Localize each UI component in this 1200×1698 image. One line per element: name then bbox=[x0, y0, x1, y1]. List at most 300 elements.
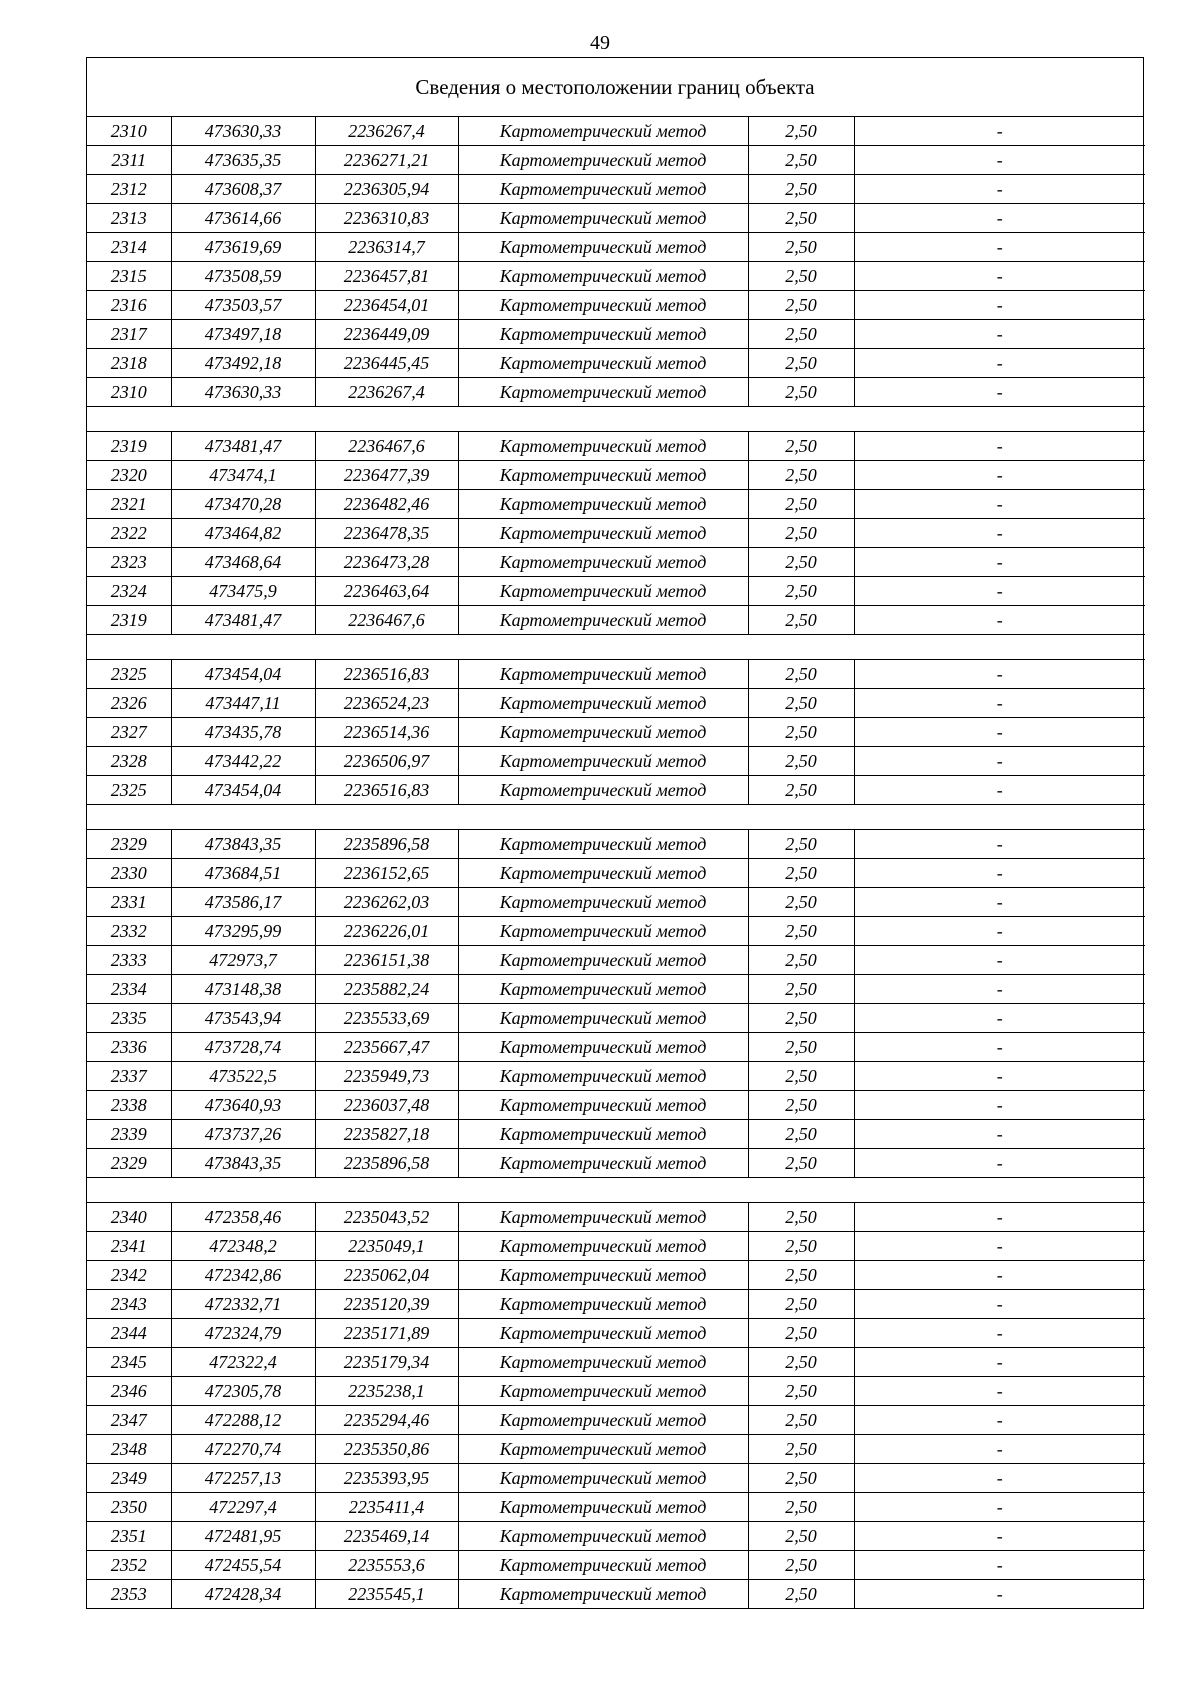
accuracy-cell: 2,50 bbox=[748, 1149, 854, 1178]
table-row bbox=[87, 175, 1145, 204]
accuracy-cell: 2,50 bbox=[748, 378, 854, 407]
y-coordinate-cell: 2235896,58 bbox=[315, 830, 458, 859]
note-cell: - bbox=[854, 1062, 1145, 1091]
method-cell: Картометрический метод bbox=[458, 1435, 748, 1464]
method-cell: Картометрический метод bbox=[458, 689, 748, 718]
point-number-cell: 2348 bbox=[87, 1435, 171, 1464]
note-cell: - bbox=[854, 747, 1145, 776]
x-coordinate-cell: 473619,69 bbox=[171, 233, 315, 262]
accuracy-cell: 2,50 bbox=[748, 946, 854, 975]
y-coordinate-cell: 2236457,81 bbox=[315, 262, 458, 291]
y-coordinate-cell: 2236477,39 bbox=[315, 461, 458, 490]
method-cell: Картометрический метод bbox=[458, 917, 748, 946]
y-coordinate-cell: 2235120,39 bbox=[315, 1290, 458, 1319]
x-coordinate-cell: 473497,18 bbox=[171, 320, 315, 349]
point-number-cell: 2322 bbox=[87, 519, 171, 548]
x-coordinate-cell: 472305,78 bbox=[171, 1377, 315, 1406]
point-number-cell: 2315 bbox=[87, 262, 171, 291]
note-cell: - bbox=[854, 490, 1145, 519]
note-cell: - bbox=[854, 830, 1145, 859]
y-coordinate-cell: 2236514,36 bbox=[315, 718, 458, 747]
y-coordinate-cell: 2235049,1 bbox=[315, 1232, 458, 1261]
y-coordinate-cell: 2236037,48 bbox=[315, 1091, 458, 1120]
table-row bbox=[87, 320, 1145, 349]
method-cell: Картометрический метод bbox=[458, 1580, 748, 1609]
point-number-cell: 2319 bbox=[87, 432, 171, 461]
point-number-cell: 2335 bbox=[87, 1004, 171, 1033]
point-number-cell: 2350 bbox=[87, 1493, 171, 1522]
accuracy-cell: 2,50 bbox=[748, 660, 854, 689]
method-cell: Картометрический метод bbox=[458, 1091, 748, 1120]
accuracy-cell: 2,50 bbox=[748, 1091, 854, 1120]
note-cell: - bbox=[854, 146, 1145, 175]
point-number-cell: 2320 bbox=[87, 461, 171, 490]
table-row bbox=[87, 461, 1145, 490]
accuracy-cell: 2,50 bbox=[748, 262, 854, 291]
accuracy-cell: 2,50 bbox=[748, 747, 854, 776]
accuracy-cell: 2,50 bbox=[748, 1522, 854, 1551]
y-coordinate-cell: 2236305,94 bbox=[315, 175, 458, 204]
x-coordinate-cell: 473481,47 bbox=[171, 432, 315, 461]
note-cell: - bbox=[854, 975, 1145, 1004]
accuracy-cell: 2,50 bbox=[748, 432, 854, 461]
table-row bbox=[87, 1033, 1145, 1062]
note-cell: - bbox=[854, 577, 1145, 606]
separator-cell bbox=[87, 1178, 1145, 1203]
note-cell: - bbox=[854, 1290, 1145, 1319]
y-coordinate-cell: 2236267,4 bbox=[315, 117, 458, 146]
method-cell: Картометрический метод bbox=[458, 859, 748, 888]
note-cell: - bbox=[854, 1377, 1145, 1406]
table-row bbox=[87, 1319, 1145, 1348]
method-cell: Картометрический метод bbox=[458, 1464, 748, 1493]
table-row bbox=[87, 1551, 1145, 1580]
method-cell: Картометрический метод bbox=[458, 175, 748, 204]
accuracy-cell: 2,50 bbox=[748, 776, 854, 805]
accuracy-cell: 2,50 bbox=[748, 175, 854, 204]
point-number-cell: 2344 bbox=[87, 1319, 171, 1348]
accuracy-cell: 2,50 bbox=[748, 975, 854, 1004]
method-cell: Картометрический метод bbox=[458, 291, 748, 320]
y-coordinate-cell: 2236310,83 bbox=[315, 204, 458, 233]
table-row bbox=[87, 548, 1145, 577]
accuracy-cell: 2,50 bbox=[748, 1464, 854, 1493]
table-row bbox=[87, 146, 1145, 175]
x-coordinate-cell: 473503,57 bbox=[171, 291, 315, 320]
accuracy-cell: 2,50 bbox=[748, 548, 854, 577]
y-coordinate-cell: 2236267,4 bbox=[315, 378, 458, 407]
y-coordinate-cell: 2235171,89 bbox=[315, 1319, 458, 1348]
point-number-cell: 2310 bbox=[87, 117, 171, 146]
table-row bbox=[87, 1062, 1145, 1091]
method-cell: Картометрический метод bbox=[458, 747, 748, 776]
y-coordinate-cell: 2235469,14 bbox=[315, 1522, 458, 1551]
method-cell: Картометрический метод bbox=[458, 1203, 748, 1232]
note-cell: - bbox=[854, 1464, 1145, 1493]
accuracy-cell: 2,50 bbox=[748, 146, 854, 175]
method-cell: Картометрический метод bbox=[458, 1261, 748, 1290]
note-cell: - bbox=[854, 606, 1145, 635]
table-row bbox=[87, 490, 1145, 519]
accuracy-cell: 2,50 bbox=[748, 1033, 854, 1062]
accuracy-cell: 2,50 bbox=[748, 830, 854, 859]
x-coordinate-cell: 472455,54 bbox=[171, 1551, 315, 1580]
y-coordinate-cell: 2235350,86 bbox=[315, 1435, 458, 1464]
contour-separator-row bbox=[87, 635, 1145, 660]
x-coordinate-cell: 473843,35 bbox=[171, 830, 315, 859]
table-row bbox=[87, 718, 1145, 747]
y-coordinate-cell: 2236482,46 bbox=[315, 490, 458, 519]
note-cell: - bbox=[854, 859, 1145, 888]
method-cell: Картометрический метод bbox=[458, 1522, 748, 1551]
x-coordinate-cell: 473543,94 bbox=[171, 1004, 315, 1033]
point-number-cell: 2313 bbox=[87, 204, 171, 233]
point-number-cell: 2317 bbox=[87, 320, 171, 349]
table-row bbox=[87, 1493, 1145, 1522]
point-number-cell: 2324 bbox=[87, 577, 171, 606]
table-row bbox=[87, 1232, 1145, 1261]
method-cell: Картометрический метод bbox=[458, 1551, 748, 1580]
x-coordinate-cell: 473475,9 bbox=[171, 577, 315, 606]
point-number-cell: 2321 bbox=[87, 490, 171, 519]
point-number-cell: 2340 bbox=[87, 1203, 171, 1232]
x-coordinate-cell: 473737,26 bbox=[171, 1120, 315, 1149]
point-number-cell: 2351 bbox=[87, 1522, 171, 1551]
table-row bbox=[87, 1290, 1145, 1319]
page-number: 49 bbox=[590, 32, 610, 54]
table-row bbox=[87, 432, 1145, 461]
y-coordinate-cell: 2236314,7 bbox=[315, 233, 458, 262]
table-row bbox=[87, 1377, 1145, 1406]
x-coordinate-cell: 473435,78 bbox=[171, 718, 315, 747]
point-number-cell: 2342 bbox=[87, 1261, 171, 1290]
y-coordinate-cell: 2236467,6 bbox=[315, 432, 458, 461]
table-row bbox=[87, 606, 1145, 635]
y-coordinate-cell: 2235238,1 bbox=[315, 1377, 458, 1406]
note-cell: - bbox=[854, 262, 1145, 291]
method-cell: Картометрический метод bbox=[458, 519, 748, 548]
accuracy-cell: 2,50 bbox=[748, 490, 854, 519]
point-number-cell: 2316 bbox=[87, 291, 171, 320]
y-coordinate-cell: 2236151,38 bbox=[315, 946, 458, 975]
note-cell: - bbox=[854, 291, 1145, 320]
note-cell: - bbox=[854, 432, 1145, 461]
method-cell: Картометрический метод bbox=[458, 320, 748, 349]
table-row bbox=[87, 233, 1145, 262]
table-row bbox=[87, 1348, 1145, 1377]
x-coordinate-cell: 473630,33 bbox=[171, 117, 315, 146]
accuracy-cell: 2,50 bbox=[748, 689, 854, 718]
x-coordinate-cell: 473635,35 bbox=[171, 146, 315, 175]
method-cell: Картометрический метод bbox=[458, 146, 748, 175]
x-coordinate-cell: 473481,47 bbox=[171, 606, 315, 635]
accuracy-cell: 2,50 bbox=[748, 461, 854, 490]
table-row bbox=[87, 776, 1145, 805]
note-cell: - bbox=[854, 917, 1145, 946]
accuracy-cell: 2,50 bbox=[748, 1120, 854, 1149]
x-coordinate-cell: 472322,4 bbox=[171, 1348, 315, 1377]
accuracy-cell: 2,50 bbox=[748, 1377, 854, 1406]
x-coordinate-cell: 472257,13 bbox=[171, 1464, 315, 1493]
y-coordinate-cell: 2235667,47 bbox=[315, 1033, 458, 1062]
method-cell: Картометрический метод bbox=[458, 1493, 748, 1522]
method-cell: Картометрический метод bbox=[458, 776, 748, 805]
x-coordinate-cell: 473608,37 bbox=[171, 175, 315, 204]
note-cell: - bbox=[854, 519, 1145, 548]
point-number-cell: 2325 bbox=[87, 660, 171, 689]
note-cell: - bbox=[854, 1319, 1145, 1348]
point-number-cell: 2326 bbox=[87, 689, 171, 718]
x-coordinate-cell: 473630,33 bbox=[171, 378, 315, 407]
method-cell: Картометрический метод bbox=[458, 548, 748, 577]
table-row bbox=[87, 975, 1145, 1004]
point-number-cell: 2336 bbox=[87, 1033, 171, 1062]
method-cell: Картометрический метод bbox=[458, 1232, 748, 1261]
y-coordinate-cell: 2235949,73 bbox=[315, 1062, 458, 1091]
x-coordinate-cell: 473508,59 bbox=[171, 262, 315, 291]
x-coordinate-cell: 473454,04 bbox=[171, 776, 315, 805]
x-coordinate-cell: 473586,17 bbox=[171, 888, 315, 917]
note-cell: - bbox=[854, 204, 1145, 233]
note-cell: - bbox=[854, 349, 1145, 378]
y-coordinate-cell: 2236454,01 bbox=[315, 291, 458, 320]
table-row bbox=[87, 1580, 1145, 1609]
table-row bbox=[87, 1149, 1145, 1178]
x-coordinate-cell: 473728,74 bbox=[171, 1033, 315, 1062]
x-coordinate-cell: 473684,51 bbox=[171, 859, 315, 888]
y-coordinate-cell: 2236467,6 bbox=[315, 606, 458, 635]
note-cell: - bbox=[854, 1522, 1145, 1551]
y-coordinate-cell: 2235827,18 bbox=[315, 1120, 458, 1149]
note-cell: - bbox=[854, 233, 1145, 262]
accuracy-cell: 2,50 bbox=[748, 718, 854, 747]
method-cell: Картометрический метод bbox=[458, 1120, 748, 1149]
note-cell: - bbox=[854, 718, 1145, 747]
separator-cell bbox=[87, 635, 1145, 660]
method-cell: Картометрический метод bbox=[458, 1319, 748, 1348]
method-cell: Картометрический метод bbox=[458, 1149, 748, 1178]
point-number-cell: 2352 bbox=[87, 1551, 171, 1580]
accuracy-cell: 2,50 bbox=[748, 1062, 854, 1091]
method-cell: Картометрический метод bbox=[458, 660, 748, 689]
y-coordinate-cell: 2236506,97 bbox=[315, 747, 458, 776]
table-row bbox=[87, 1004, 1145, 1033]
point-number-cell: 2339 bbox=[87, 1120, 171, 1149]
point-number-cell: 2319 bbox=[87, 606, 171, 635]
y-coordinate-cell: 2236478,35 bbox=[315, 519, 458, 548]
table-row bbox=[87, 1522, 1145, 1551]
y-coordinate-cell: 2235896,58 bbox=[315, 1149, 458, 1178]
y-coordinate-cell: 2236152,65 bbox=[315, 859, 458, 888]
accuracy-cell: 2,50 bbox=[748, 1290, 854, 1319]
note-cell: - bbox=[854, 378, 1145, 407]
method-cell: Картометрический метод bbox=[458, 204, 748, 233]
note-cell: - bbox=[854, 1004, 1145, 1033]
table-row bbox=[87, 378, 1145, 407]
table-title: Сведения о местоположении границ объекта bbox=[87, 58, 1143, 117]
x-coordinate-cell: 473447,11 bbox=[171, 689, 315, 718]
point-number-cell: 2353 bbox=[87, 1580, 171, 1609]
table-row bbox=[87, 204, 1145, 233]
point-number-cell: 2337 bbox=[87, 1062, 171, 1091]
note-cell: - bbox=[854, 1261, 1145, 1290]
y-coordinate-cell: 2235533,69 bbox=[315, 1004, 458, 1033]
y-coordinate-cell: 2236516,83 bbox=[315, 660, 458, 689]
x-coordinate-cell: 472270,74 bbox=[171, 1435, 315, 1464]
method-cell: Картометрический метод bbox=[458, 233, 748, 262]
point-number-cell: 2341 bbox=[87, 1232, 171, 1261]
method-cell: Картометрический метод bbox=[458, 117, 748, 146]
note-cell: - bbox=[854, 776, 1145, 805]
accuracy-cell: 2,50 bbox=[748, 349, 854, 378]
x-coordinate-cell: 472342,86 bbox=[171, 1261, 315, 1290]
table-row bbox=[87, 1464, 1145, 1493]
point-number-cell: 2338 bbox=[87, 1091, 171, 1120]
y-coordinate-cell: 2235294,46 bbox=[315, 1406, 458, 1435]
method-cell: Картометрический метод bbox=[458, 1062, 748, 1091]
point-number-cell: 2333 bbox=[87, 946, 171, 975]
accuracy-cell: 2,50 bbox=[748, 577, 854, 606]
note-cell: - bbox=[854, 461, 1145, 490]
coordinates-table bbox=[87, 117, 1145, 1608]
table-row bbox=[87, 577, 1145, 606]
y-coordinate-cell: 2235393,95 bbox=[315, 1464, 458, 1493]
note-cell: - bbox=[854, 1203, 1145, 1232]
note-cell: - bbox=[854, 1033, 1145, 1062]
y-coordinate-cell: 2235179,34 bbox=[315, 1348, 458, 1377]
accuracy-cell: 2,50 bbox=[748, 1232, 854, 1261]
y-coordinate-cell: 2235882,24 bbox=[315, 975, 458, 1004]
note-cell: - bbox=[854, 888, 1145, 917]
y-coordinate-cell: 2235553,6 bbox=[315, 1551, 458, 1580]
accuracy-cell: 2,50 bbox=[748, 1580, 854, 1609]
method-cell: Картометрический метод bbox=[458, 349, 748, 378]
accuracy-cell: 2,50 bbox=[748, 1551, 854, 1580]
table-row bbox=[87, 349, 1145, 378]
note-cell: - bbox=[854, 1493, 1145, 1522]
note-cell: - bbox=[854, 1232, 1145, 1261]
x-coordinate-cell: 473614,66 bbox=[171, 204, 315, 233]
y-coordinate-cell: 2236449,09 bbox=[315, 320, 458, 349]
note-cell: - bbox=[854, 1348, 1145, 1377]
separator-cell bbox=[87, 805, 1145, 830]
table-row bbox=[87, 519, 1145, 548]
point-number-cell: 2334 bbox=[87, 975, 171, 1004]
accuracy-cell: 2,50 bbox=[748, 1004, 854, 1033]
note-cell: - bbox=[854, 320, 1145, 349]
note-cell: - bbox=[854, 1435, 1145, 1464]
table-row bbox=[87, 117, 1145, 146]
y-coordinate-cell: 2236226,01 bbox=[315, 917, 458, 946]
note-cell: - bbox=[854, 548, 1145, 577]
x-coordinate-cell: 472297,4 bbox=[171, 1493, 315, 1522]
x-coordinate-cell: 472428,34 bbox=[171, 1580, 315, 1609]
contour-separator-row bbox=[87, 805, 1145, 830]
method-cell: Картометрический метод bbox=[458, 1004, 748, 1033]
method-cell: Картометрический метод bbox=[458, 606, 748, 635]
x-coordinate-cell: 472332,71 bbox=[171, 1290, 315, 1319]
note-cell: - bbox=[854, 689, 1145, 718]
point-number-cell: 2325 bbox=[87, 776, 171, 805]
x-coordinate-cell: 473470,28 bbox=[171, 490, 315, 519]
method-cell: Картометрический метод bbox=[458, 1377, 748, 1406]
x-coordinate-cell: 472324,79 bbox=[171, 1319, 315, 1348]
accuracy-cell: 2,50 bbox=[748, 1406, 854, 1435]
x-coordinate-cell: 473492,18 bbox=[171, 349, 315, 378]
table-row bbox=[87, 262, 1145, 291]
accuracy-cell: 2,50 bbox=[748, 1203, 854, 1232]
note-cell: - bbox=[854, 1551, 1145, 1580]
table-row bbox=[87, 946, 1145, 975]
accuracy-cell: 2,50 bbox=[748, 888, 854, 917]
method-cell: Картометрический метод bbox=[458, 577, 748, 606]
method-cell: Картометрический метод bbox=[458, 262, 748, 291]
table-row bbox=[87, 830, 1145, 859]
x-coordinate-cell: 473474,1 bbox=[171, 461, 315, 490]
table-row bbox=[87, 1261, 1145, 1290]
y-coordinate-cell: 2236262,03 bbox=[315, 888, 458, 917]
y-coordinate-cell: 2236473,28 bbox=[315, 548, 458, 577]
point-number-cell: 2328 bbox=[87, 747, 171, 776]
accuracy-cell: 2,50 bbox=[748, 204, 854, 233]
table-row bbox=[87, 1091, 1145, 1120]
accuracy-cell: 2,50 bbox=[748, 519, 854, 548]
table-row bbox=[87, 291, 1145, 320]
separator-cell bbox=[87, 407, 1145, 432]
method-cell: Картометрический метод bbox=[458, 718, 748, 747]
method-cell: Картометрический метод bbox=[458, 1406, 748, 1435]
method-cell: Картометрический метод bbox=[458, 946, 748, 975]
x-coordinate-cell: 472288,12 bbox=[171, 1406, 315, 1435]
method-cell: Картометрический метод bbox=[458, 888, 748, 917]
x-coordinate-cell: 473442,22 bbox=[171, 747, 315, 776]
point-number-cell: 2346 bbox=[87, 1377, 171, 1406]
point-number-cell: 2331 bbox=[87, 888, 171, 917]
note-cell: - bbox=[854, 117, 1145, 146]
point-number-cell: 2323 bbox=[87, 548, 171, 577]
boundary-table-frame bbox=[86, 57, 1144, 1609]
method-cell: Картометрический метод bbox=[458, 830, 748, 859]
y-coordinate-cell: 2235043,52 bbox=[315, 1203, 458, 1232]
y-coordinate-cell: 2235411,4 bbox=[315, 1493, 458, 1522]
x-coordinate-cell: 473295,99 bbox=[171, 917, 315, 946]
y-coordinate-cell: 2236463,64 bbox=[315, 577, 458, 606]
y-coordinate-cell: 2235545,1 bbox=[315, 1580, 458, 1609]
note-cell: - bbox=[854, 1149, 1145, 1178]
x-coordinate-cell: 473843,35 bbox=[171, 1149, 315, 1178]
y-coordinate-cell: 2236271,21 bbox=[315, 146, 458, 175]
coordinates-table-body bbox=[87, 117, 1145, 1608]
contour-separator-row bbox=[87, 407, 1145, 432]
x-coordinate-cell: 472973,7 bbox=[171, 946, 315, 975]
x-coordinate-cell: 473640,93 bbox=[171, 1091, 315, 1120]
point-number-cell: 2318 bbox=[87, 349, 171, 378]
accuracy-cell: 2,50 bbox=[748, 606, 854, 635]
x-coordinate-cell: 473464,82 bbox=[171, 519, 315, 548]
accuracy-cell: 2,50 bbox=[748, 1348, 854, 1377]
note-cell: - bbox=[854, 946, 1145, 975]
point-number-cell: 2311 bbox=[87, 146, 171, 175]
x-coordinate-cell: 472358,46 bbox=[171, 1203, 315, 1232]
point-number-cell: 2347 bbox=[87, 1406, 171, 1435]
table-row bbox=[87, 859, 1145, 888]
x-coordinate-cell: 473454,04 bbox=[171, 660, 315, 689]
method-cell: Картометрический метод bbox=[458, 378, 748, 407]
x-coordinate-cell: 473468,64 bbox=[171, 548, 315, 577]
y-coordinate-cell: 2236516,83 bbox=[315, 776, 458, 805]
method-cell: Картометрический метод bbox=[458, 975, 748, 1004]
method-cell: Картометрический метод bbox=[458, 490, 748, 519]
